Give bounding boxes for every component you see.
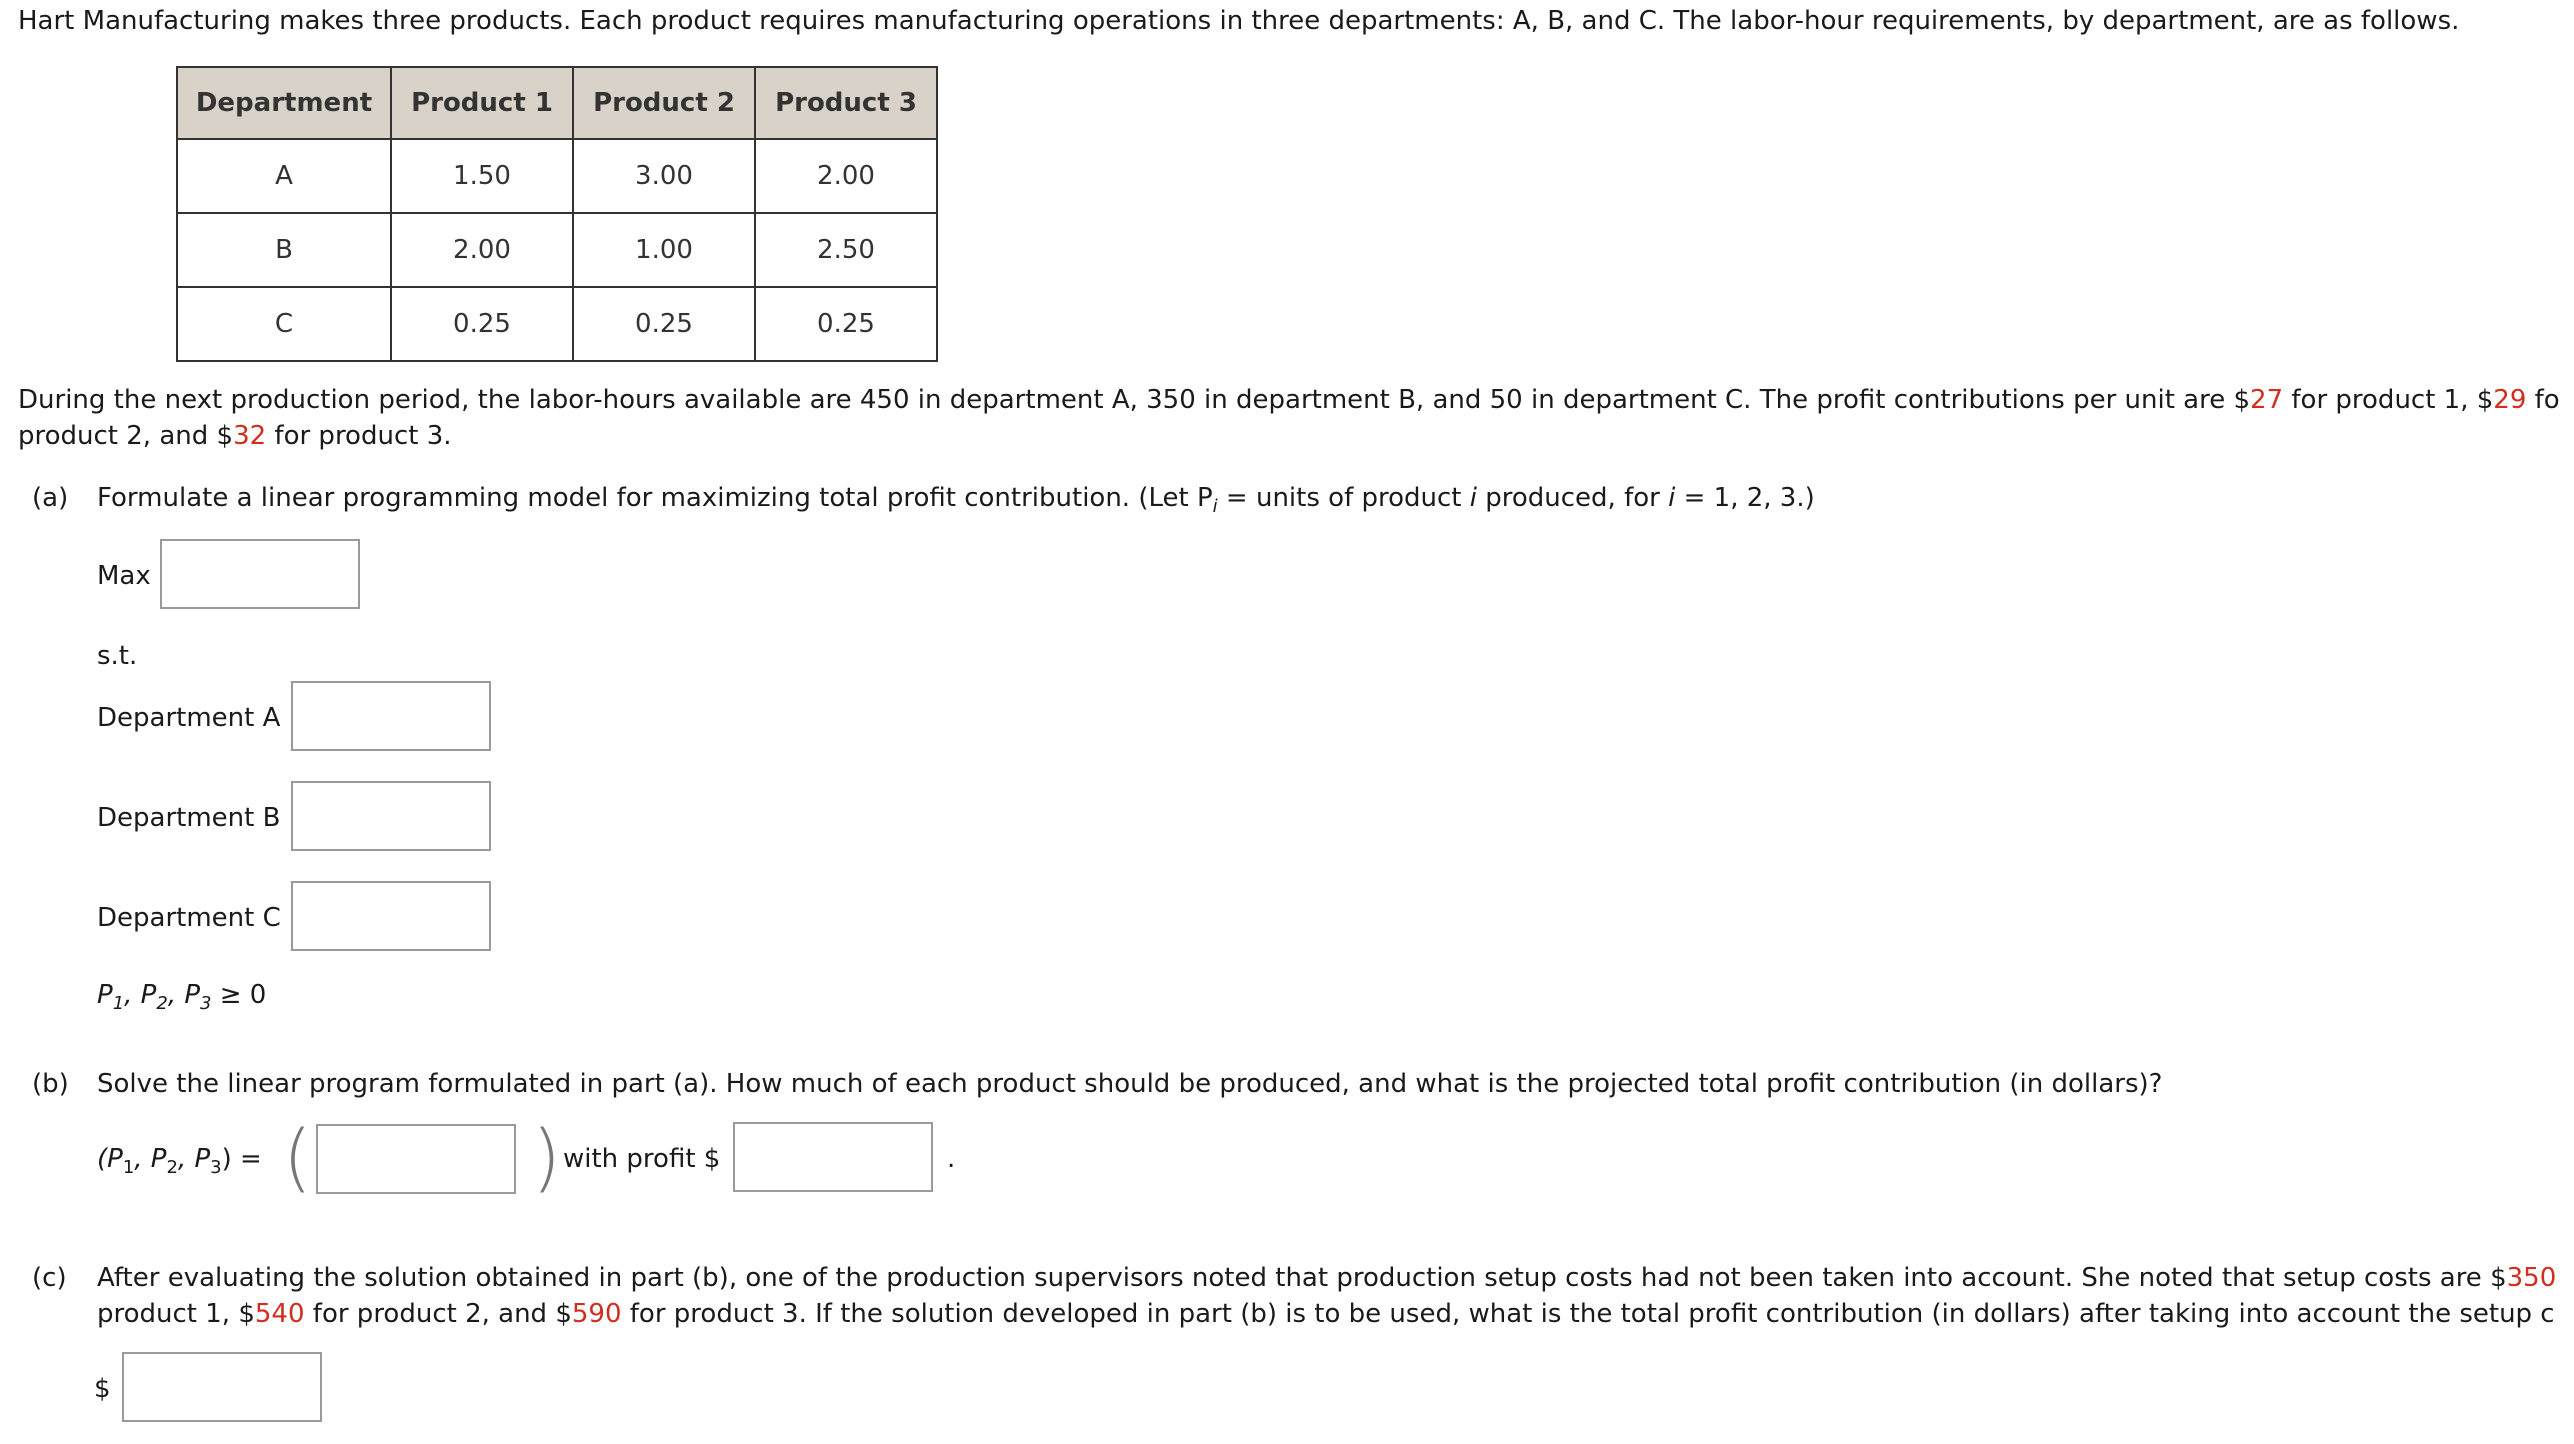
profit-product-1: 27 — [2250, 385, 2284, 415]
max-objective-input[interactable] — [160, 539, 360, 609]
dept-c-label: Department C — [97, 903, 281, 933]
question-text: for product 3. If the solution developed in part (b) is to be used, what is the total profit contribution (in dollars) after taking into account the setup c — [621, 1299, 2555, 1329]
intro-text: Hart Manufacturing makes three products. Each product requires manufacturing operations in three departments: A, B, and C. The labor-hour requirements, by department, are as follows. — [18, 6, 2460, 36]
st-label: s.t. — [97, 641, 138, 671]
para-text: During the next production period, the labor-hours available are 450 in department A, 350 in department B, and 50 in department C. The profit contributions per unit are $ — [18, 385, 2251, 415]
question-text: = units of product — [1217, 483, 1470, 513]
para-text: fo — [2526, 385, 2560, 415]
question-text: After evaluating the solution obtained in part (b), one of the production supervisors noted that production setup costs had not been taken into account. She noted that setup costs are $ — [97, 1263, 2507, 1293]
subscript-i: i — [1212, 496, 1218, 517]
labor-hours-table — [176, 66, 938, 362]
variable-i: i — [1469, 483, 1477, 513]
dept-b-label: Department B — [97, 803, 281, 833]
table-cell: 0.25 — [755, 287, 937, 361]
tuple-text: , P — [134, 1144, 167, 1174]
profit-product-3: 32 — [233, 421, 267, 451]
table-cell: B — [177, 213, 391, 287]
profit-product-2: 29 — [2493, 385, 2527, 415]
para-text: for product 3. — [266, 421, 452, 451]
open-paren-icon: ( — [283, 1115, 312, 1201]
table-cell: 2.00 — [755, 139, 937, 213]
subscript: 2 — [156, 993, 168, 1014]
part-b-label: (b) — [32, 1069, 69, 1099]
var-p: P — [97, 980, 113, 1010]
max-label: Max — [97, 561, 151, 591]
table-cell: 1.00 — [573, 213, 755, 287]
dept-a-label: Department A — [97, 703, 281, 733]
table-cell: 0.25 — [391, 287, 573, 361]
table-header: Product 1 — [391, 67, 573, 139]
table-cell: 1.50 — [391, 139, 573, 213]
table-header: Product 3 — [755, 67, 937, 139]
dept-c-constraint-input[interactable] — [291, 881, 491, 951]
table-header: Product 2 — [573, 67, 755, 139]
var-p: P — [140, 980, 157, 1010]
question-text: = 1, 2, 3.) — [1675, 483, 1815, 513]
subscript: 1 — [112, 993, 125, 1014]
setup-cost-product-3: 590 — [571, 1299, 622, 1329]
subscript: 2 — [166, 1157, 178, 1178]
adjusted-profit-input[interactable] — [122, 1352, 322, 1422]
part-b-question: Solve the linear program formulated in part (a). How much of each product should be produced, and what is the projected total profit contribution (in dollars)? — [97, 1069, 2163, 1099]
with-profit-label: with profit $ — [563, 1144, 721, 1174]
dollar-sign: $ — [94, 1374, 111, 1404]
period: . — [947, 1144, 956, 1174]
table-row — [177, 213, 937, 287]
nonnegativity-constraint — [97, 977, 266, 1013]
variable-i: i — [1668, 483, 1676, 513]
table-header: Department — [177, 67, 391, 139]
part-c-question-line1 — [97, 1260, 2556, 1296]
table-cell: 2.50 — [755, 213, 937, 287]
part-a-label: (a) — [32, 483, 69, 513]
part-c-label: (c) — [32, 1263, 67, 1293]
part-a-question — [97, 480, 1815, 516]
question-text: produced, for — [1476, 483, 1669, 513]
dept-b-constraint-input[interactable] — [291, 781, 491, 851]
var-p: P — [184, 980, 201, 1010]
table-cell: 3.00 — [573, 139, 755, 213]
part-c-question-line2 — [97, 1296, 2555, 1332]
close-paren-icon: ) — [532, 1115, 561, 1201]
table-header-row — [177, 67, 937, 139]
question-text: product 1, $ — [97, 1299, 255, 1329]
profit-input[interactable] — [733, 1122, 933, 1192]
separator: , — [124, 980, 141, 1010]
dept-a-constraint-input[interactable] — [291, 681, 491, 751]
subscript: 3 — [200, 993, 212, 1014]
table-cell: 2.00 — [391, 213, 573, 287]
setup-cost-product-1: 350 — [2506, 1263, 2557, 1293]
tuple-text: , P — [177, 1144, 211, 1174]
table-cell: 0.25 — [573, 287, 755, 361]
subscript: 1 — [122, 1157, 135, 1178]
nonneg-tail: ≥ 0 — [211, 980, 267, 1010]
subscript: 3 — [210, 1157, 222, 1178]
question-text: for product 2, and $ — [304, 1299, 572, 1329]
table-row — [177, 287, 937, 361]
tuple-text: (P — [97, 1144, 123, 1174]
table-cell: A — [177, 139, 391, 213]
solution-tuple-label — [97, 1141, 262, 1177]
question-text: Formulate a linear programming model for maximizing total profit contribution. (Let P — [97, 483, 1213, 513]
production-paragraph-line1 — [18, 382, 2560, 418]
separator: , — [167, 980, 185, 1010]
solution-input[interactable] — [316, 1124, 516, 1194]
production-paragraph-line2 — [18, 418, 452, 454]
table-cell: C — [177, 287, 391, 361]
para-text: product 2, and $ — [18, 421, 234, 451]
table-row — [177, 139, 937, 213]
tuple-text: ) = — [221, 1144, 262, 1174]
para-text: for product 1, $ — [2283, 385, 2494, 415]
setup-cost-product-2: 540 — [254, 1299, 305, 1329]
